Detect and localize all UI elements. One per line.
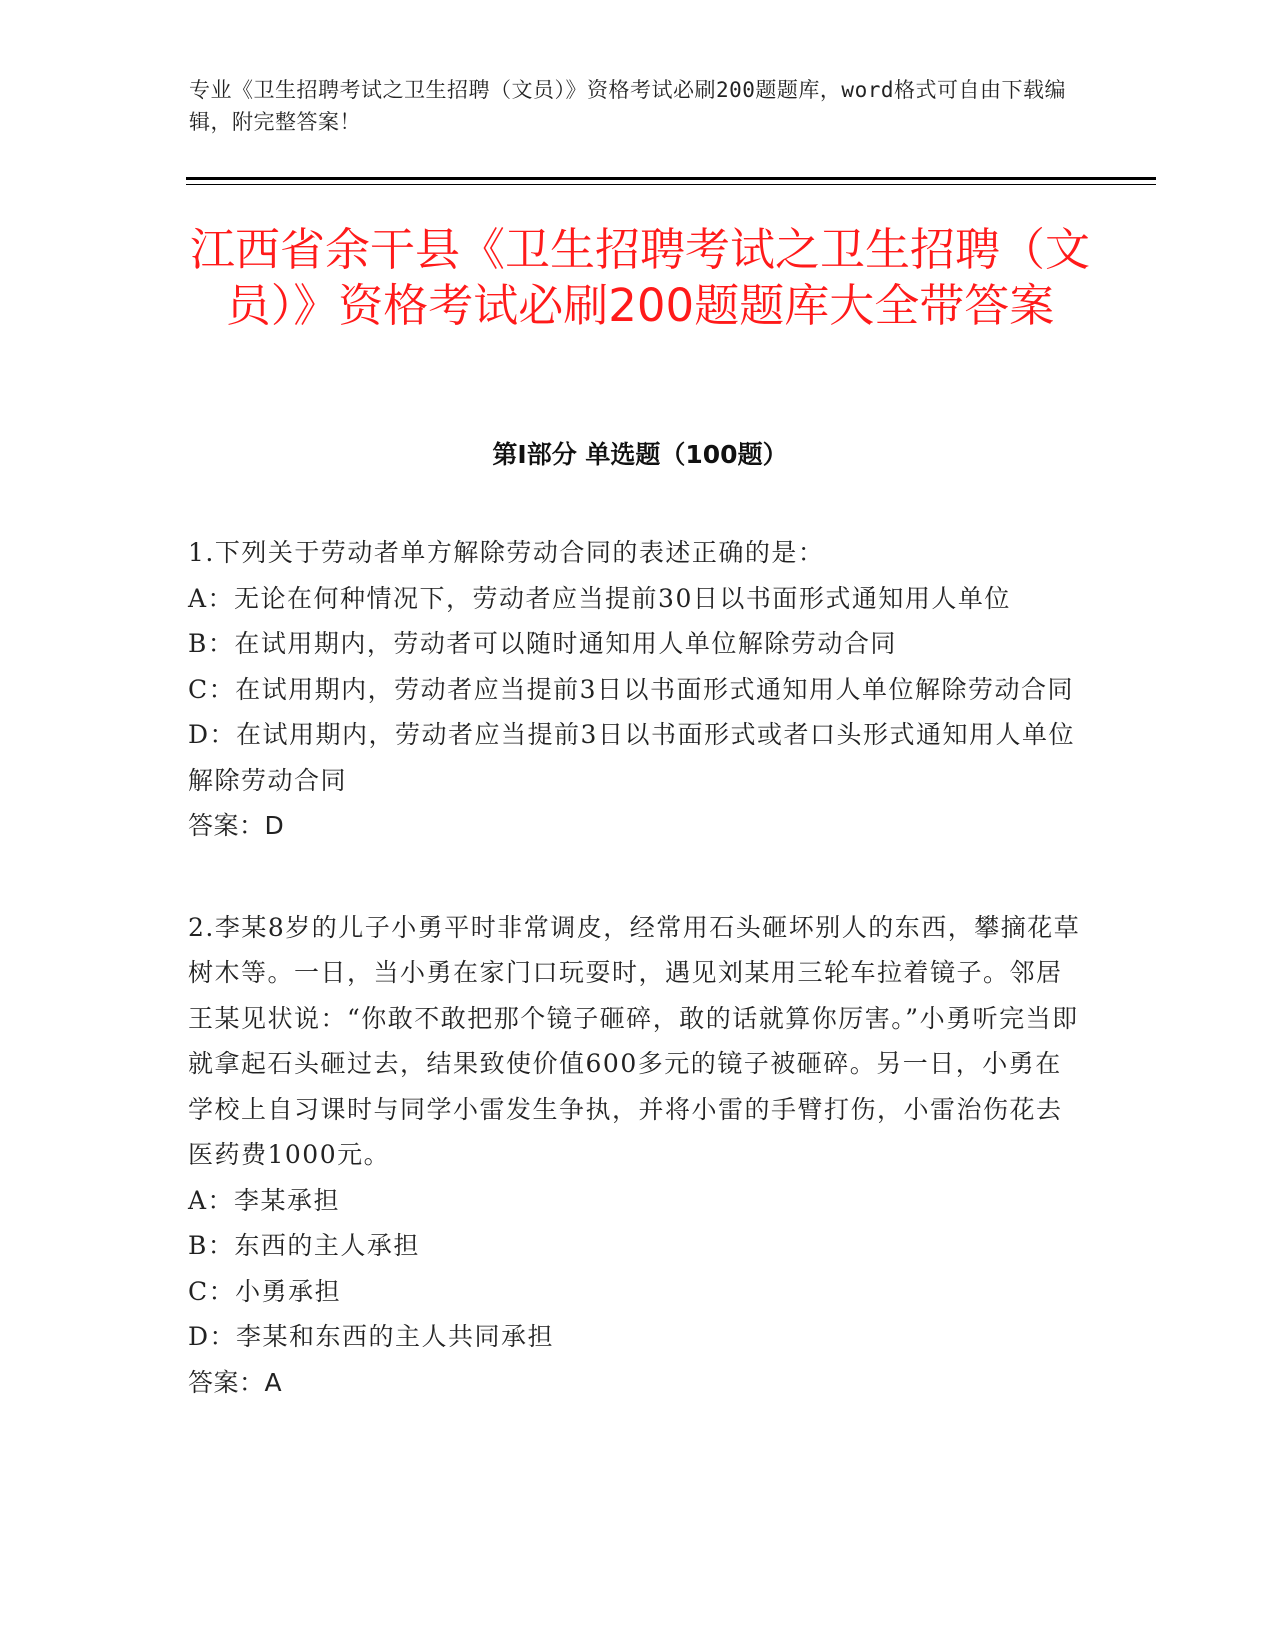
question-stem: 1.下列关于劳动者单方解除劳动合同的表述正确的是： — [188, 538, 825, 567]
header-rule-thick — [186, 177, 1156, 180]
question-stem: 2.李某8岁的儿子小勇平时非常调皮，经常用石头砸坏别人的东西，攀摘花草树木等。一日，当小勇在家门口玩耍时，遇见刘某用三轮车拉着镜子。邻居王某见状说：“你敢不敢把那个镜子砸碎，敢的话就算你厉害。”小勇听完当即就拿起石头砸过去，结果致使价值600多元的镜子被砸碎。另一日，小勇在学校上自习课时与同学小雷发生争执，并将小雷的手臂打伤，小雷治伤花去医药费1000元。 — [188, 912, 1081, 1169]
answer: 答案：D — [188, 811, 285, 840]
section-heading: 第Ⅰ部分 单选题（100题） — [492, 440, 788, 469]
option-a: A：无论在何种情况下，劳动者应当提前30日以书面形式通知用人单位 — [188, 583, 1011, 613]
question-2 — [188, 905, 1083, 1406]
option-b: B：在试用期内，劳动者可以随时通知用人单位解除劳动合同 — [188, 629, 897, 658]
option-a: A：李某承担 — [188, 1185, 341, 1215]
question-1 — [188, 530, 1083, 849]
option-d: D：在试用期内，劳动者应当提前3日以书面形式或者口头形式通知用人单位解除劳动合同 — [188, 720, 1075, 795]
option-d: D：李某和东西的主人共同承担 — [188, 1322, 555, 1351]
header-rule-thin — [186, 184, 1156, 185]
question-list — [188, 530, 1083, 1461]
option-b: B：东西的主人承担 — [188, 1231, 420, 1260]
header-note: 专业《卫生招聘考试之卫生招聘（文员）》资格考试必刷200题题库，word格式可自由下载编辑，附完整答案！ — [189, 78, 1066, 134]
option-c: C：在试用期内，劳动者应当提前3日以书面形式通知用人单位解除劳动合同 — [188, 674, 1075, 704]
answer: 答案：A — [188, 1367, 283, 1397]
option-c: C：小勇承担 — [188, 1276, 342, 1306]
document-title: 江西省余干县《卫生招聘考试之卫生招聘（文员）》资格考试必刷200题题库大全带答案 — [190, 223, 1091, 332]
